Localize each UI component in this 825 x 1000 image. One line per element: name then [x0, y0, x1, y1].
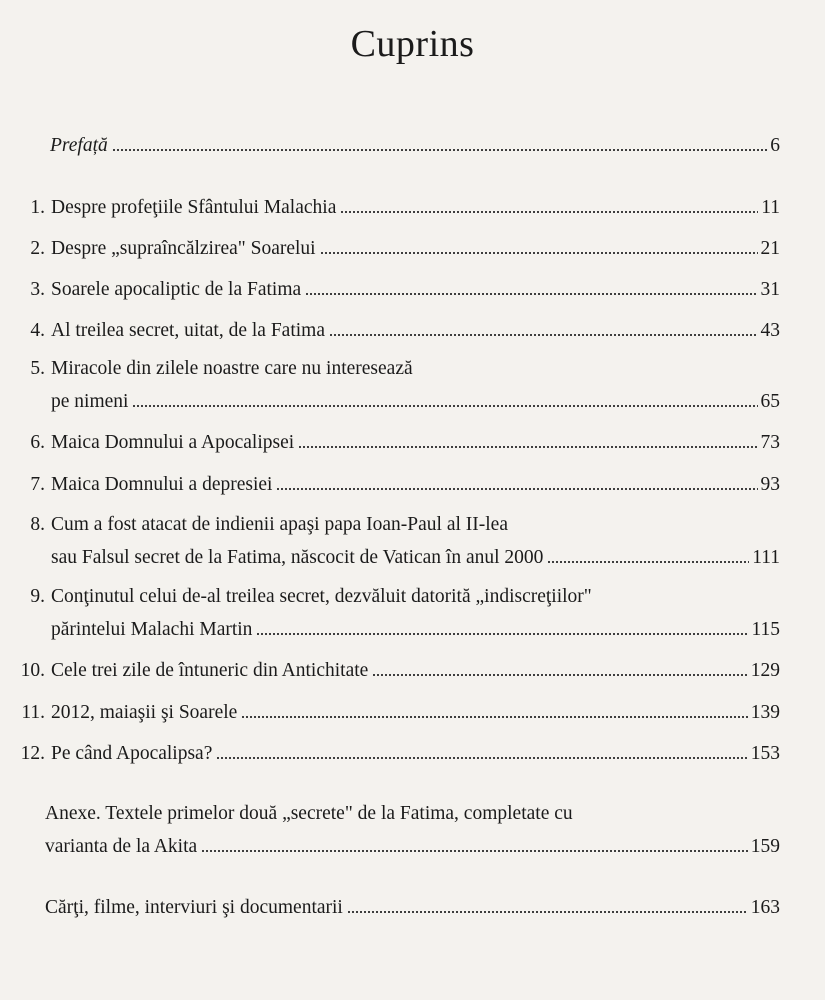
- toc-entry-chapter-1[interactable]: [15, 195, 780, 221]
- chapter-number: 2.: [30, 238, 45, 259]
- page-number: 73: [760, 432, 780, 453]
- page-number: 163: [750, 897, 780, 918]
- dot-leader: [347, 909, 748, 915]
- page-number: 115: [751, 619, 780, 640]
- chapter-number: 3.: [30, 279, 45, 300]
- chapter-number: 9.: [30, 586, 45, 607]
- chapter-number: 11.: [21, 702, 45, 723]
- chapter-number: 10.: [20, 660, 45, 681]
- toc-entry-chapter-5-line-1: [15, 356, 413, 382]
- chapter-title: 2012, maiaşii şi Soarele: [51, 702, 238, 723]
- chapter-title: Al treilea secret, uitat, de la Fatima: [51, 320, 325, 341]
- dot-leader: [298, 444, 757, 450]
- page-number: 139: [750, 702, 780, 723]
- dot-leader: [276, 486, 757, 492]
- toc-entry-chapter-9[interactable]: [51, 617, 780, 643]
- preface-label: Prefață: [50, 135, 108, 156]
- chapter-number: 5.: [30, 358, 45, 379]
- dot-leader: [320, 250, 758, 256]
- chapter-title: Cele trei zile de întuneric din Antichitate: [51, 660, 369, 681]
- toc-entry-chapter-8-line-1: [15, 512, 508, 538]
- chapter-title: Maica Domnului a depresiei: [51, 474, 273, 495]
- bibliography-title: Cărţi, filme, interviuri şi documentarii: [45, 897, 343, 918]
- chapter-title: Soarele apocaliptic de la Fatima: [51, 279, 302, 300]
- toc-entry-chapter-11[interactable]: [15, 700, 780, 726]
- page-number: 129: [750, 660, 780, 681]
- chapter-number: 1.: [30, 197, 45, 218]
- page-number: 31: [760, 279, 780, 300]
- chapter-title-continued: pe nimeni: [51, 391, 129, 412]
- chapter-number: 4.: [30, 320, 45, 341]
- toc-entry-chapter-2[interactable]: [15, 236, 780, 262]
- chapter-title: Conţinutul celui de-al treilea secret, dezvăluit datorită „indiscreţiilor": [51, 586, 592, 607]
- chapter-title: Maica Domnului a Apocalipsei: [51, 432, 295, 453]
- chapter-title-continued: sau Falsul secret de la Fatima, născocit de Vatican în anul 2000: [51, 547, 544, 568]
- page-number: 153: [750, 743, 780, 764]
- toc-entry-chapter-6[interactable]: [15, 430, 780, 456]
- dot-leader: [256, 631, 748, 637]
- toc-entry-annex-line-1: Anexe. Textele primelor două „secrete" de la Fatima, completate cu: [45, 803, 573, 824]
- toc-entry-chapter-5[interactable]: [51, 389, 780, 415]
- chapter-title: Despre „supraîncălzirea" Soarelui: [51, 238, 316, 259]
- dot-leader: [372, 672, 747, 678]
- page-number: 65: [760, 391, 780, 412]
- page-number: 6: [770, 135, 780, 156]
- page-number: 43: [760, 320, 780, 341]
- toc-entry-chapter-4[interactable]: [15, 318, 780, 344]
- chapter-number: 8.: [30, 514, 45, 535]
- page-number: 21: [760, 238, 780, 259]
- dot-leader: [305, 291, 757, 297]
- page-title: Cuprins: [350, 23, 475, 65]
- chapter-title-continued: părintelui Malachi Martin: [51, 619, 253, 640]
- toc-entry-preface[interactable]: [50, 133, 780, 159]
- dot-leader: [201, 848, 748, 854]
- dot-leader: [241, 714, 747, 720]
- annex-title-continued: varianta de la Akita: [45, 836, 198, 857]
- page-number: 11: [761, 197, 780, 218]
- dot-leader: [329, 332, 758, 338]
- toc-entry-chapter-9-line-1: [15, 584, 592, 610]
- toc-entry-chapter-7[interactable]: [15, 472, 780, 498]
- page-number: 111: [752, 547, 780, 568]
- dot-leader: [132, 403, 757, 409]
- dot-leader: [112, 147, 767, 153]
- toc-entry-chapter-10[interactable]: [15, 658, 780, 684]
- dot-leader: [340, 209, 758, 215]
- chapter-number: 7.: [30, 474, 45, 495]
- page-number: 93: [760, 474, 780, 495]
- toc-entry-chapter-8[interactable]: [51, 545, 780, 571]
- toc-entry-chapter-12[interactable]: [15, 741, 780, 767]
- toc-entry-bibliography[interactable]: [45, 895, 780, 921]
- page-number: 159: [750, 836, 780, 857]
- chapter-title: Cum a fost atacat de indienii apaşi papa Ioan-Paul al II-lea: [51, 514, 508, 535]
- chapter-title: Miracole din zilele noastre care nu interesează: [51, 358, 413, 379]
- chapter-title: Pe când Apocalipsa?: [51, 743, 213, 764]
- chapter-number: 12.: [20, 743, 45, 764]
- chapter-number: 6.: [30, 432, 45, 453]
- toc-entry-annex[interactable]: [45, 834, 780, 860]
- dot-leader: [216, 755, 747, 761]
- chapter-title: Despre profeţiile Sfântului Malachia: [51, 197, 337, 218]
- toc-entry-chapter-3[interactable]: [15, 277, 780, 303]
- dot-leader: [547, 559, 749, 565]
